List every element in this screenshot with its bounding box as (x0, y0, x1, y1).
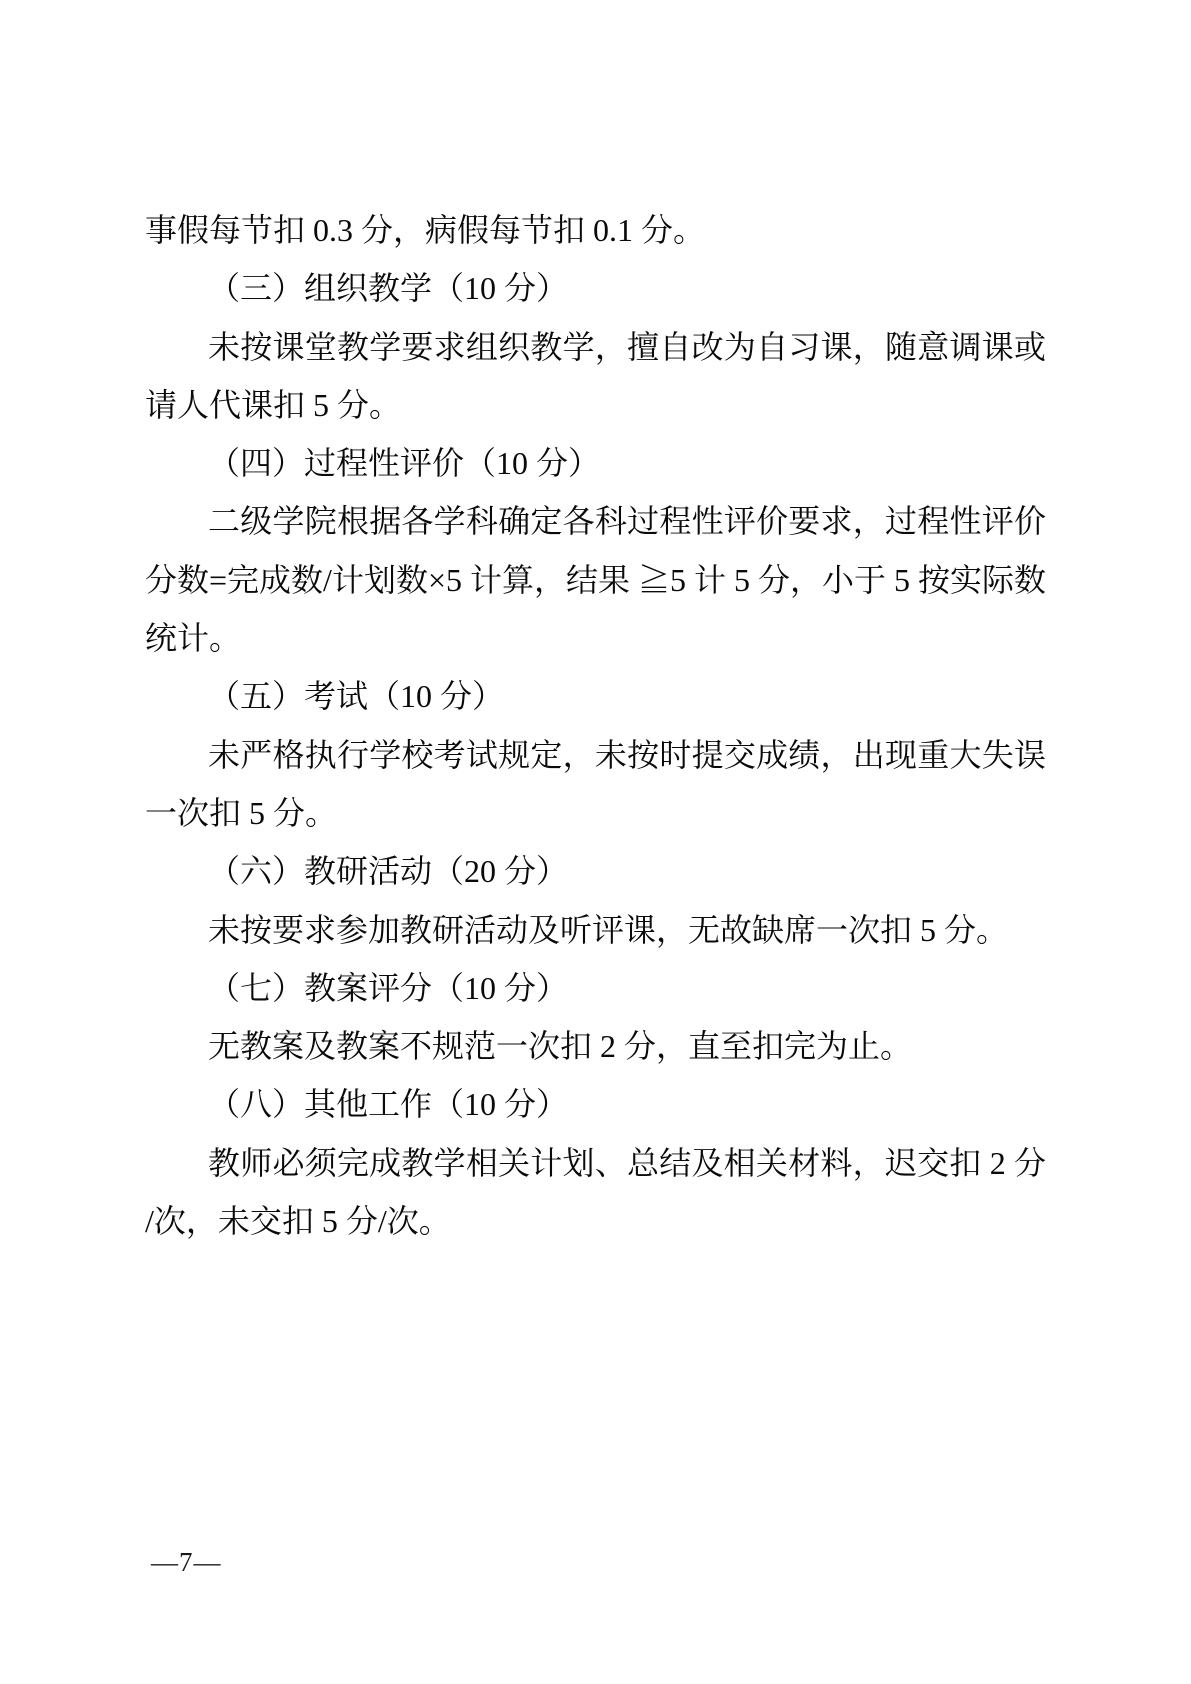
heading-section-7: （七）教案评分（10 分） (208, 969, 569, 1006)
body-text-line: 未按课堂教学要求组织教学，擅自改为自习课，随意调课或 (208, 328, 1046, 365)
body-text-line: 一次扣 5 分。 (145, 794, 338, 831)
body-text-line: 二级学院根据各学科确定各科过程性评价要求，过程性评价 (208, 503, 1046, 540)
body-text-line: 分数=完成数/计划数×5 计算，结果 ≧5 计 5 分，小于 5 按实际数 (145, 561, 1046, 598)
body-text-line: 未按要求参加教研活动及听评课，无故缺席一次扣 5 分。 (208, 911, 1009, 948)
heading-section-5: （五）考试（10 分） (208, 678, 505, 715)
body-text-line: 统计。 (145, 620, 242, 657)
body-text-line: 教师必须完成教学相关计划、总结及相关材料，迟交扣 2 分 (208, 1144, 1046, 1181)
body-text-line: 未严格执行学校考试规定，未按时提交成绩，出现重大失误 (208, 736, 1046, 773)
heading-section-3: （三）组织教学（10 分） (208, 270, 569, 307)
heading-section-4: （四）过程性评价（10 分） (208, 445, 601, 482)
document-body (145, 201, 1046, 1250)
body-text-line: 事假每节扣 0.3 分，病假每节扣 0.1 分。 (145, 212, 706, 248)
heading-section-6: （六）教研活动（20 分） (208, 853, 569, 890)
body-text-line: 无教案及教案不规范一次扣 2 分，直至扣完为止。 (208, 1028, 913, 1065)
page-number: —7— (151, 1547, 222, 1577)
body-text-line: 请人代课扣 5 分。 (145, 386, 402, 423)
body-text-line: /次，未交扣 5 分/次。 (145, 1203, 451, 1240)
heading-section-8: （八）其他工作（10 分） (208, 1086, 569, 1123)
